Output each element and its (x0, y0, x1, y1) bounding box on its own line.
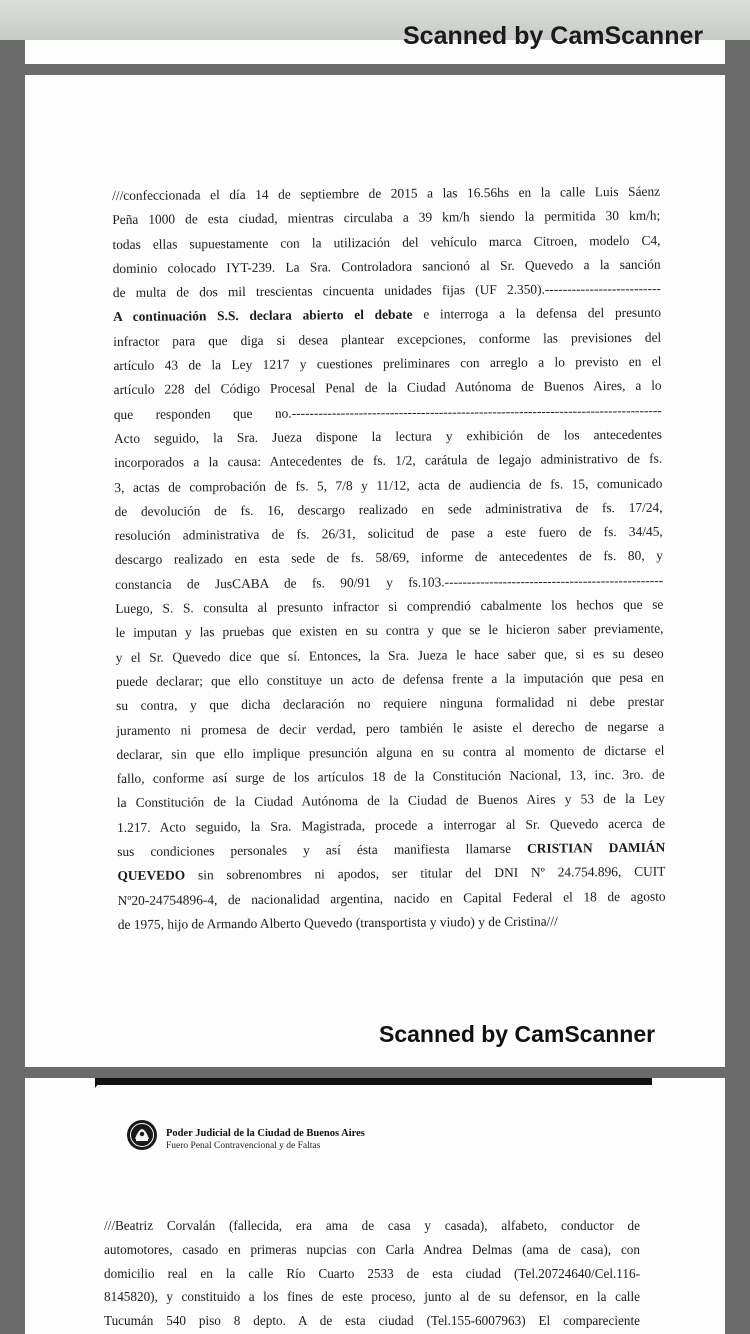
text-line: QUEVEDO sin sobrenombres ni apodos, ser titular del DNI Nº 24.754.896, CUIT (117, 863, 666, 884)
camscanner-watermark: Scanned by CamScanner (379, 1021, 656, 1047)
court-division: Fuero Penal Contravencional y de Faltas (166, 1141, 321, 1151)
text-line: la Constitución de la Ciudad Autónoma de la Ciudad de Buenos Aires y 53 de la Ley (116, 791, 665, 811)
text-line: ///Beatriz Corvalán (fallecida, era ama de casa y casada), alfabeto, conductor de (104, 1218, 640, 1233)
court-header (166, 1127, 365, 1152)
text-line: Acto seguido, la Sra. Jueza dispone la lectura y exhibición de los antecedentes (113, 426, 663, 446)
text-line: su contra, y que dicha declaración no requiere ninguna formalidad ni debe prestar (116, 693, 665, 714)
page-2-body-text (104, 1214, 640, 1333)
text-line: de devolución de fs. 16, descargo realizado en sede administrativa de fs. 17/24, (114, 499, 663, 519)
text-line: infractor para que diga si desea plantear excepciones, conforme las previsiones del (113, 329, 662, 349)
text-line: dominio colocado IYT-239. La Sra. Controladora sancionó al Sr. Quevedo a la sanción (112, 256, 661, 276)
text-line: 3, actas de comprobación de fs. 5, 7/8 y 11/12, acta de audiencia de fs. 15, comunicado (114, 475, 663, 495)
text-line: declarar, sin que ello implique presunción alguna en su contra al momento de dictarse el (116, 742, 665, 762)
text-line: incorporados a la causa: Antecedentes de fs. 1/2, carátula de legajo administrativo de fs. (114, 450, 663, 471)
text-line: de multa de dos mil trescientas cincuenta unidades fijas (UF 2.350).-------------------------- (112, 280, 661, 301)
text-line: constancia de JusCABA de fs. 90/91 y fs.103.------------------------------------------------- (115, 572, 664, 592)
text-line: puede declarar; que ello constituye un acto de defensa frente a la imputación que pesa en (115, 669, 664, 689)
text-line: de 1975, hijo de Armando Alberto Quevedo (transportista y viudo) y de Cristina/// (117, 913, 558, 932)
text-line: 1.217. Acto seguido, la Sra. Magistrada, procede a interrogar al Sr. Quevedo acerca de (116, 815, 666, 835)
scan-edge-bar (97, 1078, 652, 1085)
text-line: A continuación S.S. declara abierto el debate e interroga a la defensa del presunto (112, 305, 662, 325)
text-line: Nº20-24754896-4, de nacionalidad argentina, nacido en Capital Federal el 18 de agosto (117, 888, 666, 908)
page-1-body-text (112, 180, 666, 937)
text-line: artículo 43 de la Ley 1217 y cuestiones preliminares con arreglo a lo previsto en el (113, 353, 662, 374)
text-line: ///confeccionada el día 14 de septiembre de 2015 a las 16.56hs en la calle Luis Sáenz (112, 183, 661, 203)
document-page-2 (25, 1078, 725, 1334)
text-line: Tucumán 540 piso 8 depto. A de esta ciudad (Tel.155-6007963) El compareciente (104, 1313, 640, 1329)
text-line: artículo 228 del Código Procesal Penal de la Ciudad Autónoma de Buenos Aires, a lo (113, 378, 662, 398)
text-line: descargo realizado en esta sede de fs. 58/69, informe de antecedentes de fs. 80, y (114, 548, 663, 568)
watermark-cut: Scanned by CamScanner (403, 22, 704, 50)
text-line: sus condiciones personales y así ésta manifiesta llamarse CRISTIAN DAMIÁN (117, 839, 666, 859)
previous-page-bottom-strip (25, 22, 725, 64)
court-seal-icon (126, 1119, 158, 1151)
text-line: domicilio real en la calle Río Cuarto 2533 de esta ciudad (Tel.20724640/Cel.116- (104, 1265, 640, 1281)
text-line: 8145820), y constituido a los fines de este proceso, junto al de su defensor, en la calle (104, 1289, 640, 1305)
text-line: Peña 1000 de esta ciudad, mientras circulaba a 39 km/h siendo la permitida 30 km/h; (112, 207, 661, 228)
text-line: le imputan y las pruebas que existen en su contra y que se le hicieron saber previamente, (115, 621, 664, 641)
text-line: Luego, S. S. consulta al presunto infractor si comprendió cabalmente los hechos que se (115, 596, 664, 617)
text-line: fallo, conforme así surge de los artículos 18 de la Constitución Nacional, 13, inc. 3ro. de (116, 766, 665, 787)
text-line: y el Sr. Quevedo dice que sí. Entonces, la Sra. Jueza le hace saber que, si es su deseo (115, 645, 664, 665)
text-line: resolución administrativa de fs. 26/31, solicitud de pase a este fuero de fs. 34/45, (114, 523, 663, 544)
text-line: todas ellas supuestamente con la utilización del vehículo marca Citroen, modelo C4, (112, 232, 661, 252)
document-page-1 (25, 75, 725, 1067)
court-name: Poder Judicial de la Ciudad de Buenos Aires (166, 1128, 365, 1139)
text-line: automotores, casado en primeras nupcias con Carla Andrea Delmas (ama de casa), con (104, 1241, 640, 1257)
text-line: juramento ni promesa de decir verdad, pero también le asiste el derecho de negarse a (116, 718, 665, 738)
text-line: que responden que no.----------------------------------------------------------------------------------- (113, 402, 662, 422)
